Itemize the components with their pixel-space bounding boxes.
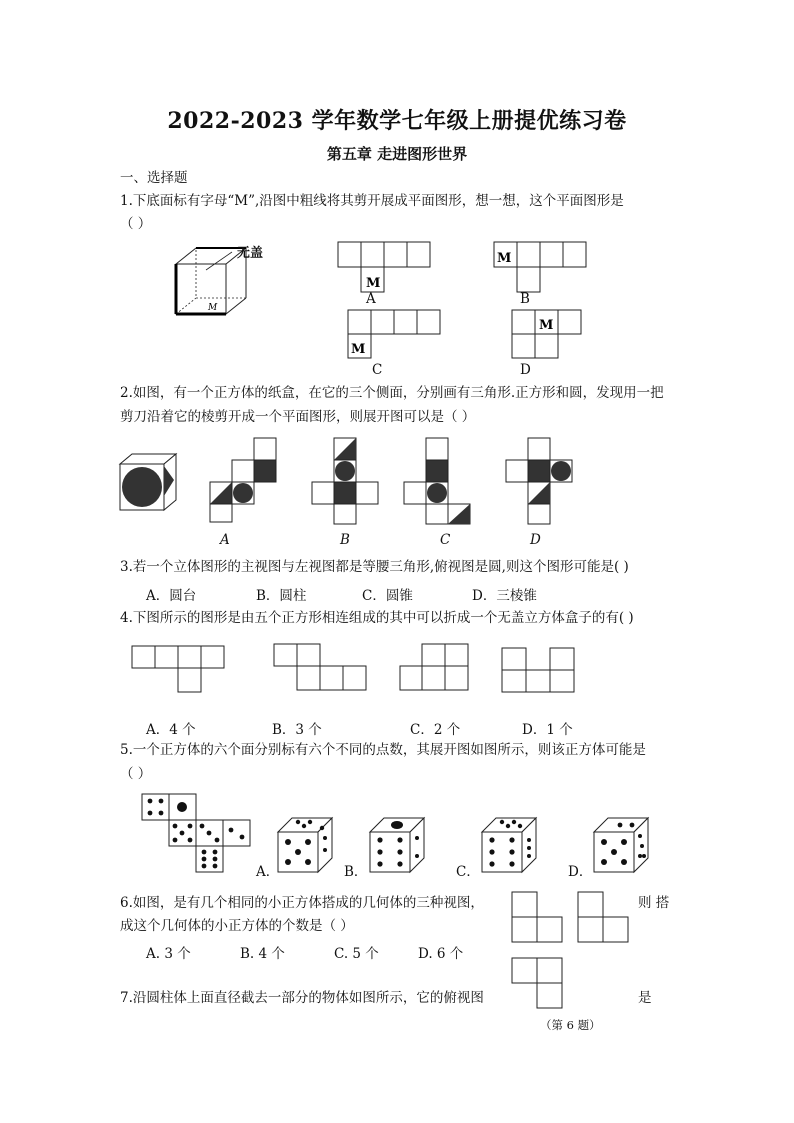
q5-label-b: B． (344, 864, 368, 880)
q6-side-view (576, 890, 630, 944)
q3-text-line1: 3.若一个立体图形的主视图与左视图都是等腰三角形,俯视图是圆,则这个图形可能是( ) (120, 559, 629, 575)
q3-option-a: A．圆台 (146, 588, 197, 604)
q6-top-view (510, 956, 564, 1010)
page-title: 2022-2023 学年数学七年级上册提优练习卷 (167, 108, 627, 134)
q3-option-c: C．圆锥 (362, 588, 413, 604)
q1-text-line1: 1.下底面标有字母“M”,沿图中粗线将其剪开展成平面图形，想一想，这个平面图形是 (120, 193, 624, 209)
q5-label-c: C． (456, 864, 480, 880)
q6-text-line1: 6.如图，是有几个相同的小正方体搭成的几何体的三种视图， (120, 895, 484, 911)
q6-caption: （第 6 题） (540, 1018, 601, 1032)
section-heading: 一、选择题 (120, 170, 188, 186)
q4-option-c: C．2 个 (410, 722, 461, 738)
q1-label-c: C (372, 362, 383, 378)
q4-shape-4 (500, 646, 578, 696)
q5-dice-d (592, 816, 654, 876)
q5-label-a: A． (256, 864, 280, 880)
q2-label-b: B (340, 532, 350, 548)
q1-label-b: B (520, 291, 530, 307)
q6-front-view (510, 890, 564, 944)
q6-option-d: D. 6 个 (418, 946, 464, 962)
q2-label-d: D (530, 532, 541, 548)
svg-text:M: M (497, 251, 512, 266)
q2-label-c: C (440, 532, 451, 548)
q4-text-line1: 4.下图所示的图形是由五个正方形相连组成的其中可以折成一个无盖立方体盒子的有( ) (120, 610, 634, 626)
q2-net-c (402, 436, 476, 528)
q4-shape-2 (272, 642, 370, 694)
q2-net-d (504, 436, 578, 528)
q1-net-b (492, 240, 592, 304)
q3-option-d: D．三棱锥 (472, 588, 537, 604)
q4-shape-3 (398, 642, 472, 694)
q2-text-line1: 2.如图，有一个正方体的纸盒，在它的三个侧面，分别画有三角形.正方形和圆，发现用一把 (120, 385, 664, 401)
svg-text:M: M (539, 318, 554, 333)
q5-dice-c (480, 816, 542, 876)
q6-option-c: C. 5 个 (334, 946, 379, 962)
q2-text-line2: 剪刀沿着它的棱剪开成一个平面图形，则展开图可以是（ ） (120, 409, 476, 425)
q4-option-b: B．3 个 (272, 722, 322, 738)
q5-dice-a (276, 816, 338, 876)
q6-text-line2: 成这个几何体的小正方体的个数是（ ） (120, 918, 354, 934)
q5-dice-net (140, 792, 252, 876)
chapter-subtitle: 第五章 走进图形世界 (326, 145, 468, 163)
q2-net-a (206, 436, 280, 524)
q5-text-line2: （ ） (120, 766, 152, 782)
q5-label-d: D． (568, 864, 593, 880)
q2-net-b (310, 436, 382, 528)
q1-lid-label: 无盖 (237, 246, 264, 261)
svg-text:M: M (208, 303, 218, 313)
q7-text-line1-tail: 是 (638, 990, 652, 1006)
q4-shape-1 (130, 644, 228, 696)
q4-option-a: A．4 个 (146, 722, 196, 738)
q3-option-b: B．圆柱 (256, 588, 307, 604)
q1-net-d (510, 308, 590, 364)
q5-dice-b (368, 816, 430, 876)
q1-label-a: A (366, 291, 376, 307)
q6-option-b: B. 4 个 (240, 946, 285, 962)
q2-label-a: A (220, 532, 230, 548)
q1-text-line2: （ ） (120, 216, 152, 232)
svg-text:M: M (366, 276, 381, 291)
q6-text-line1-tail: 则 搭 (638, 895, 670, 911)
q6-option-a: A. 3 个 (146, 946, 191, 962)
q1-label-d: D (520, 362, 531, 378)
svg-text:M: M (351, 342, 366, 357)
q1-net-a (336, 240, 436, 304)
q2-cube-figure (118, 452, 184, 514)
q4-option-d: D．1 个 (522, 722, 573, 738)
q5-text-line1: 5.一个正方体的六个面分别标有六个不同的点数，其展开图如图所示，则该正方体可能是 (120, 742, 646, 758)
q1-net-c (346, 308, 446, 364)
q7-text-line1: 7.沿圆柱体上面直径截去一部分的物体如图所示，它的俯视图 (120, 990, 484, 1006)
